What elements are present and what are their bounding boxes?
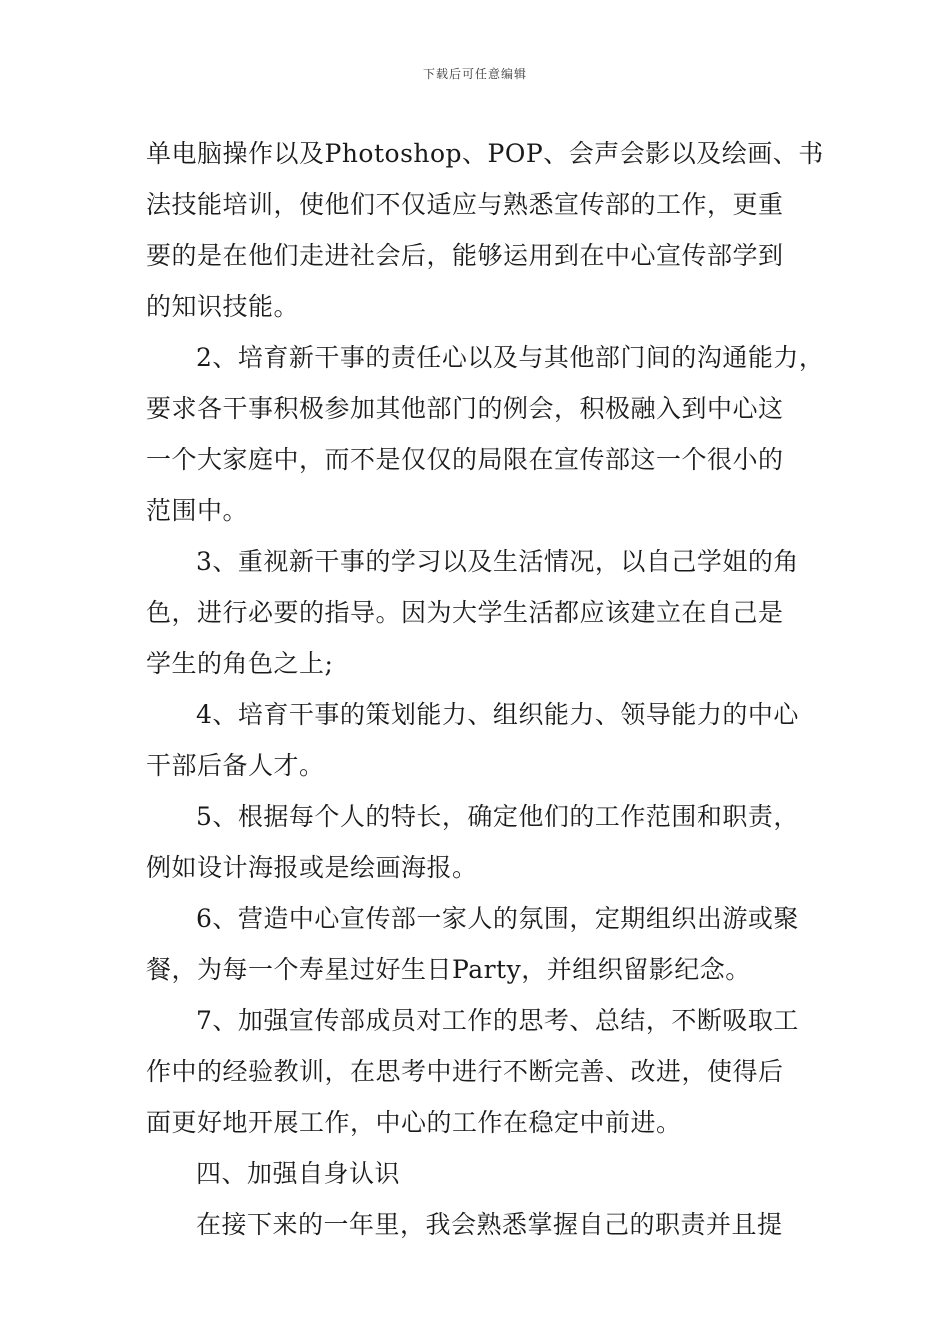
text-line: 面更好地开展工作，中心的工作在稳定中前进。 bbox=[146, 1108, 682, 1137]
text-line: 要的是在他们走进社会后，能够运用到在中心宣传部学到 bbox=[146, 241, 784, 270]
text-line: 6、营造中心宣传部一家人的氛围，定期组织出游或聚 bbox=[196, 904, 799, 933]
text-line: 的知识技能。 bbox=[146, 292, 300, 321]
text-line: 7、加强宣传部成员对工作的思考、总结，不断吸取工 bbox=[196, 1006, 799, 1035]
text-line: 4、培育干事的策划能力、组织能力、领导能力的中心 bbox=[196, 700, 799, 729]
page-header: 下载后可任意编辑 bbox=[422, 67, 527, 81]
document-body bbox=[146, 128, 825, 1250]
text-line: 学生的角色之上; bbox=[146, 649, 334, 678]
text-line: 餐，为每一个寿星过好生日Party，并组织留影纪念。 bbox=[146, 955, 751, 984]
text-line: 范围中。 bbox=[146, 496, 249, 525]
text-line: 一个大家庭中，而不是仅仅的局限在宣传部这一个很小的 bbox=[146, 445, 784, 474]
text-line: 例如设计海报或是绘画海报。 bbox=[146, 853, 478, 882]
section-heading: 四、加强自身认识 bbox=[196, 1159, 401, 1188]
text-line: 色，进行必要的指导。因为大学生活都应该建立在自己是 bbox=[146, 598, 784, 627]
text-line: 要求各干事积极参加其他部门的例会，积极融入到中心这 bbox=[146, 394, 784, 423]
text-line: 法技能培训，使他们不仅适应与熟悉宣传部的工作，更重 bbox=[146, 190, 784, 219]
text-line: 作中的经验教训，在思考中进行不断完善、改进，使得后 bbox=[146, 1057, 784, 1086]
text-line: 干部后备人才。 bbox=[146, 751, 325, 780]
text-line: 单电脑操作以及Photoshop、POP、会声会影以及绘画、书 bbox=[146, 139, 824, 168]
text-line: 在接下来的一年里，我会熟悉掌握自己的职责并且提 bbox=[196, 1210, 783, 1239]
text-line: 2、培育新干事的责任心以及与其他部门间的沟通能力， bbox=[196, 343, 825, 372]
text-line: 3、重视新干事的学习以及生活情况，以自己学姐的角 bbox=[196, 547, 799, 576]
text-line: 5、根据每个人的特长，确定他们的工作范围和职责， bbox=[196, 802, 799, 831]
